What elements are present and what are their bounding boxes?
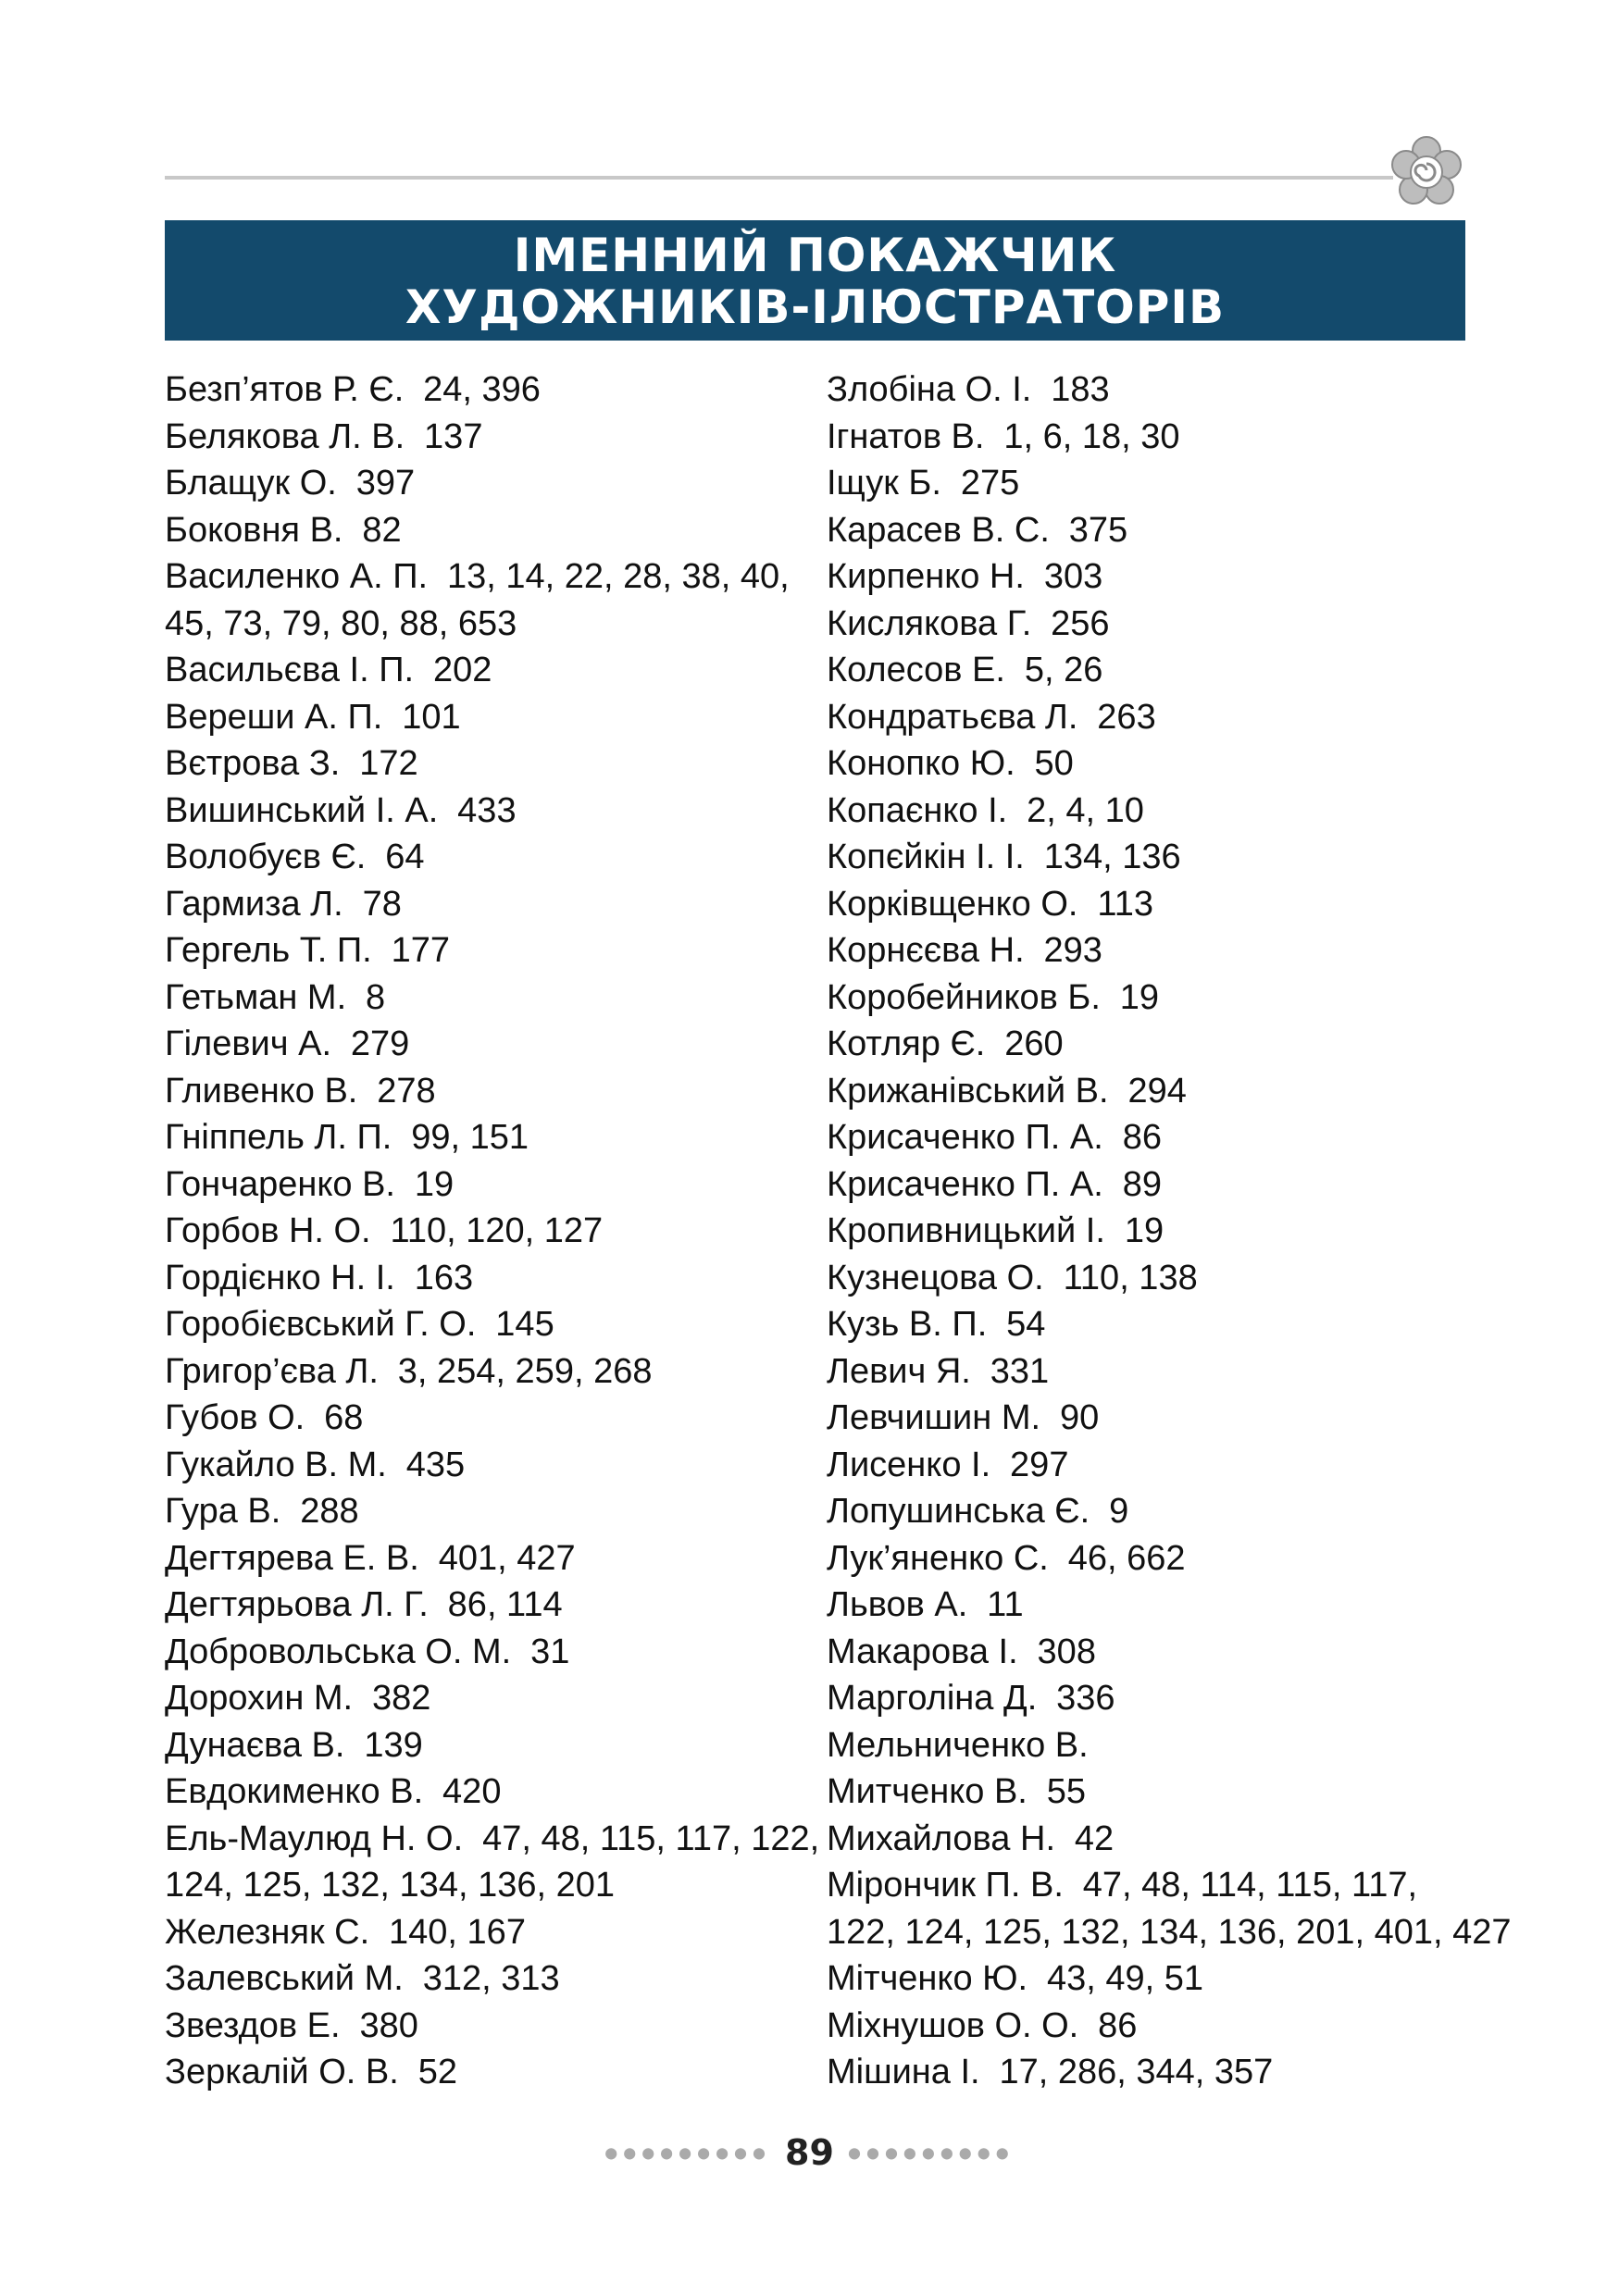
entry-name: Карасев В. С.: [827, 510, 1050, 550]
entry-pages: 2, 4, 10: [1027, 790, 1144, 830]
index-entry: [827, 414, 1475, 461]
entry-name: Крисаченко П. А.: [827, 1118, 1103, 1157]
entry-pages: 275: [960, 464, 1020, 503]
entry-name: Мірончик П. В.: [827, 1866, 1064, 1905]
entry-pages: 140, 167: [389, 1912, 526, 1952]
entry-pages: 68: [324, 1398, 364, 1437]
entry-pages: 11: [987, 1585, 1024, 1624]
entry-name: Григор’єва Л.: [165, 1351, 379, 1391]
entry-pages: 47, 48, 114, 115, 117,: [1082, 1866, 1418, 1905]
entry-pages: 3, 254, 259, 268: [397, 1351, 653, 1391]
entry-name: Корківщенко О.: [827, 884, 1078, 924]
entry-pages: 260: [1004, 1024, 1064, 1063]
index-entry: [165, 1535, 813, 1582]
entry-name: Дегтярьова Л. Г.: [165, 1585, 429, 1624]
entry-pages: 124, 125, 132, 134, 136, 201: [165, 1866, 615, 1905]
index-entry: [165, 2003, 813, 2050]
entry-pages: 110, 120, 127: [390, 1211, 604, 1250]
entry-name: Вишинський І. А.: [165, 790, 439, 830]
entry-pages: 50: [1034, 744, 1074, 783]
entry-name: Марголіна Д.: [827, 1679, 1038, 1718]
entry-name: Гливенко В.: [165, 1071, 358, 1111]
entry-name: Кирпенко Н.: [827, 557, 1025, 596]
entry-pages: 420: [442, 1772, 502, 1811]
entry-name: Колесов Е.: [827, 651, 1005, 689]
index-entry: [827, 974, 1475, 1022]
index-entry: [827, 1255, 1475, 1302]
flower-icon: [1389, 134, 1464, 210]
index-entry: [827, 1442, 1475, 1489]
page-title-line-1: ІМЕННИЙ ПОКАЖЧИК: [513, 229, 1117, 282]
entry-pages: 294: [1127, 1071, 1187, 1111]
entry-pages: 331: [990, 1351, 1050, 1391]
entry-pages: 134, 136: [1043, 838, 1181, 876]
index-entry: [165, 974, 813, 1022]
index-entry: [165, 834, 813, 881]
footer-dots-right: ●●●●●●●●●: [848, 2143, 1015, 2162]
entry-pages: 82: [362, 510, 402, 550]
entry-pages: 202: [432, 651, 492, 689]
entry-name: Кондратьєва Л.: [827, 697, 1078, 737]
entry-pages: 55: [1046, 1772, 1087, 1811]
entry-pages: 137: [424, 416, 483, 456]
entry-name: Михайлова Н.: [827, 1818, 1055, 1858]
entry-pages: 145: [495, 1305, 554, 1344]
entry-pages: 312, 313: [422, 1959, 560, 1998]
entry-name: Звездов Е.: [165, 2005, 341, 2045]
entry-name: Вєтрова З.: [165, 744, 341, 783]
index-entry: [165, 1722, 813, 1769]
index-entry: [165, 927, 813, 974]
index-entry: [827, 1769, 1475, 1816]
entry-name: Залевський М.: [165, 1959, 404, 1998]
index-entry: [165, 1769, 813, 1816]
entry-pages: 47, 48, 115, 117, 122,: [482, 1818, 820, 1858]
entry-name: Губов О.: [165, 1398, 305, 1437]
entry-name: Дунаєва В.: [165, 1725, 345, 1765]
entry-name: Гілевич А.: [165, 1024, 331, 1063]
entry-name: Крижанівський В.: [827, 1071, 1109, 1111]
index-entry: [165, 460, 813, 507]
entry-pages: 110, 138: [1063, 1258, 1198, 1297]
index-entry: [165, 1114, 813, 1161]
index-entry: [827, 1535, 1475, 1582]
entry-pages: 122, 124, 125, 132, 134, 136, 201, 401, 427: [827, 1912, 1512, 1952]
entry-pages: 397: [355, 464, 416, 503]
entry-pages: 297: [1010, 1445, 1069, 1484]
entry-name: Гетьман М.: [165, 977, 347, 1017]
index-entry: [827, 1862, 1475, 1909]
entry-name: Копаєнко І.: [827, 790, 1008, 830]
entry-pages: 19: [1124, 1211, 1164, 1250]
index-entry: [827, 1488, 1475, 1535]
entry-pages: 78: [362, 884, 402, 924]
entry-name: Мельниченко В.: [827, 1725, 1089, 1765]
entry-name: Лисенко І.: [827, 1445, 991, 1484]
entry-pages: 31: [530, 1632, 570, 1671]
entry-pages: 163: [414, 1258, 474, 1297]
index-entry: [827, 1208, 1475, 1255]
index-entry: [165, 507, 813, 554]
index-entry: [827, 1675, 1475, 1722]
entry-pages: 256: [1051, 603, 1110, 643]
entry-pages: 303: [1043, 557, 1103, 596]
entry-pages: 336: [1056, 1679, 1115, 1718]
entry-pages: 433: [457, 790, 517, 830]
top-rule: [165, 176, 1393, 180]
entry-pages: 308: [1037, 1632, 1096, 1671]
entry-name: Зеркалій О. В.: [165, 2053, 399, 2091]
entry-name: Гура В.: [165, 1492, 281, 1531]
entry-pages: 401, 427: [438, 1538, 576, 1578]
index-entry: [165, 553, 813, 601]
entry-pages: 89: [1122, 1164, 1162, 1204]
index-entry: [827, 1161, 1475, 1209]
entry-name: Волобуєв Є.: [165, 838, 367, 876]
entry-name: Добровольська О. М.: [165, 1632, 512, 1671]
entry-name: Дорохин М.: [165, 1679, 354, 1718]
index-entry: [827, 1068, 1475, 1115]
index-entry: [165, 1629, 813, 1676]
index-entry: [165, 601, 813, 648]
entry-pages: 293: [1043, 931, 1102, 970]
entry-pages: 13, 14, 22, 28, 38, 40,: [446, 557, 790, 596]
entry-name: Коробейников Б.: [827, 977, 1101, 1017]
entry-name: Мітченко Ю.: [827, 1959, 1028, 1998]
index-column-right: [827, 366, 1512, 2096]
entry-pages: 86: [1122, 1118, 1162, 1157]
index-entry: [165, 414, 813, 461]
entry-pages: 177: [391, 931, 451, 970]
entry-name: Левчишин М.: [827, 1398, 1041, 1437]
entry-pages: 279: [350, 1024, 410, 1063]
index-entry: [827, 694, 1475, 741]
index-entry: [827, 1348, 1475, 1396]
index-entry: [165, 1488, 813, 1535]
entry-pages: 8: [366, 977, 386, 1017]
entry-name: Гукайло В. М.: [165, 1445, 387, 1484]
entry-pages: 52: [417, 2053, 457, 2091]
entry-pages: 183: [1051, 370, 1110, 409]
entry-name: Гордієнко Н. І.: [165, 1258, 395, 1297]
index-column-left: [165, 366, 820, 2096]
index-entry: [165, 1816, 820, 1863]
entry-pages: 263: [1097, 697, 1156, 737]
index-entry: [165, 694, 813, 741]
entry-name: Конопко Ю.: [827, 744, 1015, 783]
entry-name: Левич Я.: [827, 1351, 971, 1391]
index-entry: [165, 1021, 813, 1068]
entry-name: Львов А.: [827, 1585, 968, 1624]
entry-name: Василенко А. П.: [165, 557, 429, 596]
entry-pages: 380: [359, 2005, 418, 2045]
index-entry: [827, 1114, 1475, 1161]
index-entry: [165, 1582, 813, 1629]
entry-pages: 1, 6, 18, 30: [1003, 416, 1180, 456]
index-entry: [827, 1816, 1475, 1863]
entry-pages: 45, 73, 79, 80, 88, 653: [165, 603, 517, 643]
index-entry: [165, 1862, 813, 1909]
index-entry: [165, 1068, 813, 1115]
index-entry: [165, 1255, 813, 1302]
entry-pages: 17, 286, 344, 357: [999, 2053, 1274, 2091]
entry-name: Кузь В. П.: [827, 1305, 988, 1344]
entry-name: Митченко В.: [827, 1772, 1027, 1811]
entry-name: Белякова Л. В.: [165, 416, 405, 456]
entry-pages: 288: [300, 1492, 359, 1531]
index-entry: [165, 1208, 813, 1255]
entry-pages: 5, 26: [1024, 651, 1103, 689]
index-entry: [827, 740, 1475, 788]
index-entry: [165, 2049, 813, 2096]
index-entry: [827, 2049, 1475, 2096]
entry-pages: 19: [414, 1164, 455, 1204]
index-entry: [827, 1395, 1475, 1442]
entry-name: Лопушинська Є.: [827, 1492, 1090, 1531]
entry-pages: 54: [1006, 1305, 1046, 1344]
entry-name: Гергель Т. П.: [165, 931, 372, 970]
index-entry: [165, 1442, 813, 1489]
entry-pages: 86: [1098, 2005, 1138, 2045]
index-entry: [827, 1629, 1475, 1676]
entry-pages: 19: [1119, 977, 1160, 1017]
entry-name: Боковня В.: [165, 510, 343, 550]
index-entry: [165, 788, 813, 835]
entry-name: Дегтярева Е. В.: [165, 1538, 419, 1578]
page-title-line-2: ХУДОЖНИКІВ-ІЛЮСТРАТОРІВ: [405, 280, 1226, 334]
entry-pages: 435: [405, 1445, 466, 1484]
entry-name: Ель-Маулюд Н. О.: [165, 1818, 464, 1858]
entry-pages: 90: [1059, 1398, 1100, 1437]
entry-name: Крисаченко П. А.: [827, 1164, 1103, 1204]
index-entry: [165, 647, 813, 694]
entry-name: Горбов Н. О.: [165, 1211, 371, 1250]
entry-name: Кислякова Г.: [827, 603, 1032, 643]
footer-dots-left: ●●●●●●●●●: [604, 2143, 771, 2162]
entry-name: Гончаренко В.: [165, 1164, 395, 1204]
entry-name: Міхнушов О. О.: [827, 2005, 1079, 2045]
entry-name: Блащук О.: [165, 464, 337, 503]
page-footer: [0, 2132, 1619, 2178]
entry-pages: 42: [1074, 1818, 1115, 1858]
entry-name: Лук’яненко С.: [827, 1538, 1049, 1578]
index-entry: [165, 740, 813, 788]
entry-name: Злобіна О. І.: [827, 370, 1032, 409]
index-entry: [165, 1955, 813, 2003]
entry-name: Макарова І.: [827, 1632, 1018, 1671]
entry-pages: 9: [1109, 1492, 1129, 1531]
index-entry: [165, 1675, 813, 1722]
entry-pages: 46, 662: [1067, 1538, 1186, 1578]
page-number: 89: [785, 2132, 834, 2173]
title-banner: [165, 220, 1465, 341]
entry-name: Горобієвський Г. О.: [165, 1305, 477, 1344]
index-entry: [827, 507, 1475, 554]
entry-name: Евдокименко В.: [165, 1772, 424, 1811]
entry-pages: 113: [1097, 884, 1153, 924]
entry-pages: 101: [402, 697, 461, 737]
entry-name: Железняк С.: [165, 1912, 370, 1952]
entry-pages: 375: [1068, 510, 1128, 550]
index-entry: [827, 460, 1475, 507]
index-entry: [827, 1909, 1512, 1956]
entry-name: Вереши А. П.: [165, 697, 383, 737]
entry-pages: 172: [359, 744, 418, 783]
index-entry: [827, 1582, 1475, 1629]
index-entry: [827, 2003, 1475, 2050]
entry-pages: 43, 49, 51: [1047, 1959, 1204, 1998]
index-entry: [827, 1301, 1475, 1348]
entry-name: Ігнатов В.: [827, 416, 985, 456]
index-entry: [827, 553, 1475, 601]
index-entry: [827, 927, 1475, 974]
index-entry: [827, 601, 1475, 648]
index-entry: [827, 647, 1475, 694]
index-entry: [827, 366, 1475, 414]
entry-name: Безп’ятов Р. Є.: [165, 370, 405, 409]
entry-name: Мішина І.: [827, 2053, 980, 2091]
index-entry: [827, 881, 1475, 928]
entry-pages: 86, 114: [447, 1585, 563, 1624]
entry-pages: 278: [377, 1071, 436, 1111]
index-entry: [165, 1348, 813, 1396]
index-entry: [165, 1301, 813, 1348]
index-entry: [165, 366, 813, 414]
entry-name: Гармиза Л.: [165, 884, 343, 924]
entry-name: Гніппель Л. П.: [165, 1118, 392, 1157]
entry-name: Корнєєва Н.: [827, 931, 1025, 970]
entry-name: Кузнецова О.: [827, 1258, 1044, 1297]
entry-name: Копєйкін І. І.: [827, 838, 1025, 876]
entry-name: Іщук Б.: [827, 464, 941, 503]
entry-name: Котляр Є.: [827, 1024, 986, 1063]
entry-name: Кропивницький І.: [827, 1211, 1105, 1250]
index-entry: [165, 1395, 813, 1442]
entry-pages: 382: [372, 1679, 431, 1718]
index-entry: [827, 788, 1475, 835]
entry-pages: 139: [364, 1725, 423, 1765]
entry-pages: 24, 396: [423, 370, 541, 409]
entry-pages: 64: [385, 838, 425, 876]
index-entry: [827, 1021, 1475, 1068]
entry-pages: 99, 151: [411, 1118, 529, 1157]
index-entry: [165, 1161, 813, 1209]
index-entry: [827, 1955, 1475, 2003]
index-entry: [827, 834, 1475, 881]
index-entry: [827, 1722, 1475, 1769]
index-entry: [165, 881, 813, 928]
index-entry: [165, 1909, 813, 1956]
entry-name: Васильєва І. П.: [165, 651, 415, 689]
